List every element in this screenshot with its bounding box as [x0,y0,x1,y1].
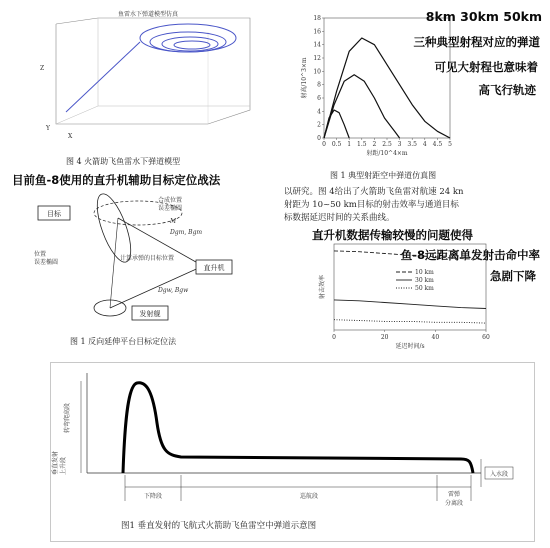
m-label: M [170,218,177,225]
climb-label: 转弯爬高段 [64,402,71,433]
calc-pos-label: 计算承弹的目标位置 [120,255,175,262]
x-tick-label: 4 [422,141,427,148]
x-tick-label: 20 [380,334,389,341]
bottom-caption: 图1 垂直发射的飞航式火箭助飞鱼雷空中弹道示意图 [121,521,317,531]
spiral-trajectory [140,24,236,52]
x-tick-label: 0 [332,334,336,341]
direct-line [110,218,118,308]
body-line-1: 以研究。图 4给出了火箭助飞鱼雷对航速 24 kn [284,187,464,197]
cruise-label: 巡航段 [299,493,319,500]
launcher-label: 发射舰 [139,310,161,318]
range-annot-3: 可见大射程也意味着 [434,60,538,74]
x-tick-label: 4.5 [432,141,443,148]
plot-frame [334,244,486,330]
headline-right-1: 直升机数据传输较慢的问题使得 [312,228,473,242]
headline-right-3: 急剧下降 [490,269,536,283]
range-annot-2: 三种典型射程对应的弹道 [413,35,540,49]
plot-box [56,18,250,124]
x-tick-label: 1 [347,141,352,148]
dgm-label: Dgm, Bgm [170,229,203,236]
range-annot-4: 高飞行轨迹 [478,83,536,97]
y-tick-label: 14 [313,41,321,49]
headline-left: 目前鱼-8使用的直升机辅助目标定位战法 [12,173,221,187]
y-axis-label: Y [46,125,50,132]
y-tick-label: 2 [317,121,321,129]
range-chart-caption: 图 1 典型射距空中弹道仿真图 [330,171,437,180]
separation-label-2: 分离段 [444,500,464,507]
legend-label-1: 10 km [415,269,434,276]
x-tick-label: 3 [397,141,402,148]
model-panel [28,2,260,170]
flight-profile-curve [123,383,473,473]
vert-label-2: 上升段 [60,456,67,475]
model-title: 鱼雷水下弹道模型仿真 [117,11,179,18]
water-entry-label: 入水段 [489,471,509,478]
synth-error-label-2: 误差椭圆 [158,205,183,212]
x-tick-label: 2.5 [382,141,392,148]
synth-error-label-1: 合成位置 [158,197,183,204]
x-tick-label: 5 [448,141,452,148]
x-tick-label: 1.5 [357,141,367,148]
y-tick-label: 8 [317,81,321,89]
diagram-caption: 图 1 反向延伸平台目标定位法 [70,337,177,346]
model-caption: 图 4 火箭助飞鱼雷水下弹道模型 [66,157,181,166]
launcher-line [110,266,203,308]
x-axis-label: 射距/10^4×m [366,150,408,157]
y-tick-label: 10 [313,68,321,76]
y-tick-label: 16 [313,28,321,36]
efficiency-series-2 [334,300,486,309]
helicopter-label: 直升机 [203,264,225,272]
body-line-3: 标数据延迟时间的关系曲线。 [284,213,395,223]
y-tick-label: 4 [317,108,321,116]
y-tick-label: 6 [317,95,321,102]
efficiency-series-1 [334,251,486,260]
efficiency-series-3 [334,320,486,323]
y-tick-label: 0 [317,135,321,142]
plot-grid [56,106,98,124]
positioning-diagram [28,188,258,338]
vert-label-1: 垂直发射 [52,450,59,475]
x-tick-label: 0.5 [331,141,342,148]
dive-trajectory [66,42,140,112]
target-label: 目标 [47,210,61,218]
body-line-2: 射距为 10~50 km目标的射击效率与通道目标 [284,200,459,210]
legend-label-2: 30 km [415,277,434,284]
x-tick-label: 40 [431,334,440,341]
3d-trajectory-plot [28,2,260,152]
pos-error-label-1: 位置 [34,251,47,258]
descent-label: 下降段 [143,493,163,500]
range-annot-1: 8km 30km 50km [425,9,542,24]
dgw-label: Dgw, Bgw [158,287,189,294]
pos-error-label-2: 误差椭圆 [34,259,59,266]
y-tick-label: 18 [313,15,321,22]
x-tick-label: 2 [372,141,377,148]
headline-right-2: 鱼-8远距离单发射击命中率 [400,248,540,262]
x-tick-label: 60 [482,334,490,341]
y-tick-label: 12 [313,55,321,62]
delay-efficiency-chart [300,238,540,350]
legend-label-3: 50 km [415,285,434,292]
x-axis-label: X [68,133,73,140]
x-tick-label: 0 [322,141,326,148]
x-tick-label: 3.5 [407,141,417,148]
z-axis-label: Z [40,65,45,72]
bottom-diagram-panel [50,362,535,542]
y-axis-label: 射高/10^3×m [301,57,308,99]
y-axis-label: 射击效率 [319,274,326,300]
x-axis-label: 延迟时间/s [395,343,425,350]
flight-profile-diagram [51,363,536,543]
separation-label-1: 雷弹 [447,491,461,498]
trajectory-series-2 [324,75,400,138]
